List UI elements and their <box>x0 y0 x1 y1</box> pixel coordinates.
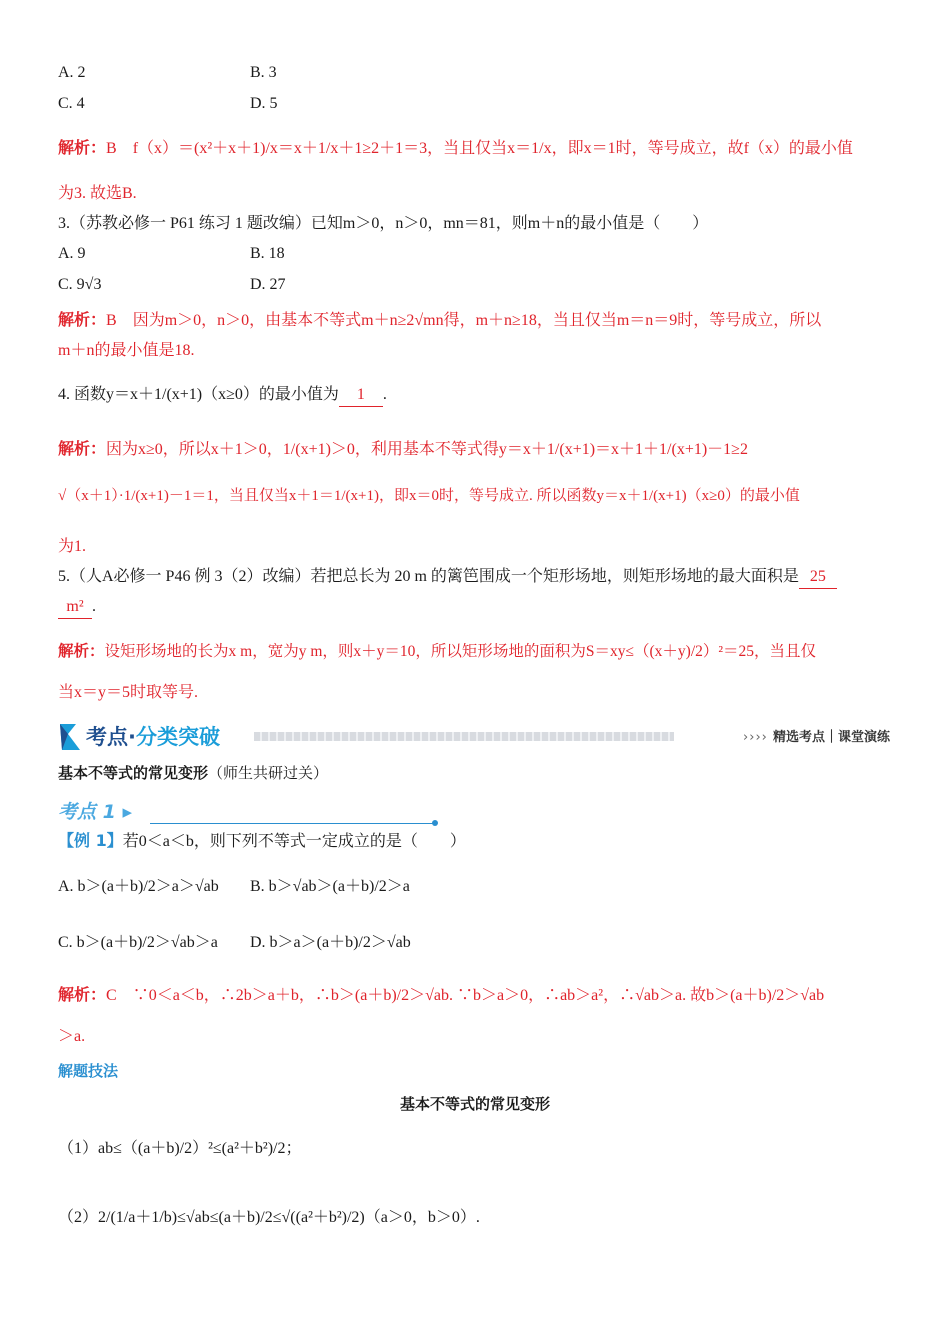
q4-answer-blank: 1 <box>339 384 383 407</box>
q2-option-b: B. 3 <box>250 64 277 81</box>
example-option-a: A. b＞(a＋b)/2＞a＞√ab <box>58 878 219 895</box>
analysis-label: 解析： <box>58 642 105 660</box>
q2-analysis-line1: 解析：B f（x）＝(x²＋x＋1)/x＝x＋1/x＋1≥2＋1＝3，当且仅当x＝1/x，即x＝1时，等号成立，故f（x）的最小值 <box>58 138 853 157</box>
banner-title: 考点·分类突破 <box>86 725 220 749</box>
q3-option-a: A. 9 <box>58 245 86 262</box>
example-option-d: D. b＞a＞(a＋b)/2＞√ab <box>250 934 411 951</box>
kaodian-underline <box>150 823 434 824</box>
section-banner <box>58 722 890 752</box>
analysis-label: 解析： <box>58 439 107 458</box>
analysis-label: 解析： <box>58 985 107 1004</box>
example-label: 【例 1】 <box>58 831 123 850</box>
q5-analysis-line2: 当x＝y＝5时取等号. <box>58 684 199 701</box>
q2-option-d: D. 5 <box>250 95 278 112</box>
q3-option-b: B. 18 <box>250 245 285 262</box>
q3-option-c: C. 9√3 <box>58 276 102 293</box>
q3-option-d: D. 27 <box>250 276 286 293</box>
example-option-b: B. b＞√ab＞(a＋b)/2＞a <box>250 878 410 895</box>
q5-stem: 5.（人A必修一 P46 例 3（2）改编）若把总长为 20 m 的篱笆围成一个矩形场地，则矩形场地的最大面积是 25 <box>58 566 837 589</box>
example-stem: 【例 1】若0＜a＜b，则下列不等式一定成立的是（ ） <box>58 831 466 850</box>
q5-answer-unit: m² . <box>58 596 96 619</box>
q2-option-c: C. 4 <box>58 95 85 112</box>
q2-analysis-line2: 为3. 故选B. <box>58 185 137 202</box>
q3-stem: 3.（苏教必修一 P61 练习 1 题改编）已知m＞0，n＞0，mn＝81，则m＋n的最小值是（ ） <box>58 215 709 232</box>
kaodian-label: 考点 1 ▸ <box>58 801 132 823</box>
banner-right-text: ›››› 精选考点｜课堂演练 <box>743 730 890 745</box>
q5-answer-blank: 25 <box>799 566 837 589</box>
method-item-1: （1）ab≤（(a＋b)/2）²≤(a²＋b²)/2； <box>58 1140 302 1157</box>
method-title: 基本不等式的常见变形 <box>399 1095 550 1113</box>
method-label: 解题技法 <box>58 1062 119 1080</box>
analysis-label: 解析： <box>58 138 107 157</box>
analysis-label: 解析： <box>58 310 107 329</box>
q5-analysis-line1: 解析：设矩形场地的长为x m，宽为y m，则x＋y＝10，所以矩形场地的面积为S＝xy≤（(x＋y)/2）²＝25，当且仅 <box>58 642 817 660</box>
q2-option-a: A. 2 <box>58 64 86 81</box>
q4-analysis-line3: 为1. <box>58 538 87 555</box>
q4-stem: 4. 函数y＝x＋1/(x+1)（x≥0）的最小值为 1 . <box>58 384 387 407</box>
example-option-c: C. b＞(a＋b)/2＞√ab＞a <box>58 934 218 951</box>
q3-analysis-line1: 解析：B 因为m＞0，n＞0，由基本不等式m＋n≥2√mn得，m＋n≥18，当且仅当m＝n＝9时，等号成立，所以 <box>58 310 822 329</box>
kaodian-dot <box>432 820 438 826</box>
banner-stripe <box>254 732 674 741</box>
method-item-2: （2）2/(1/a＋1/b)≤√ab≤(a＋b)/2≤√((a²＋b²)/2)（a＞0，b＞0）. <box>58 1209 480 1226</box>
example-analysis-line2: ＞a. <box>58 1028 86 1045</box>
q4-analysis-line2: √（x＋1）·1/(x+1)－1＝1，当且仅当x＋1＝1/(x+1)，即x＝0时，等号成立. 所以函数y＝x＋1/(x+1)（x≥0）的最小值 <box>58 488 800 504</box>
example-analysis-line1: 解析：C ∵0＜a＜b，∴2b＞a＋b，∴b＞(a＋b)/2＞√ab. ∵b＞a＞0，∴ab＞a²，∴√ab＞a. 故b＞(a＋b)/2＞√ab <box>58 985 825 1004</box>
q3-analysis-line2: m＋n的最小值是18. <box>58 342 195 359</box>
section-title: 基本不等式的常见变形（师生共研过关） <box>58 764 329 782</box>
q4-analysis-line1: 解析：因为x≥0，所以x＋1＞0，1/(x+1)＞0，利用基本不等式得y＝x＋1/(x+1)＝x＋1＋1/(x+1)－1≥2 <box>58 439 748 458</box>
